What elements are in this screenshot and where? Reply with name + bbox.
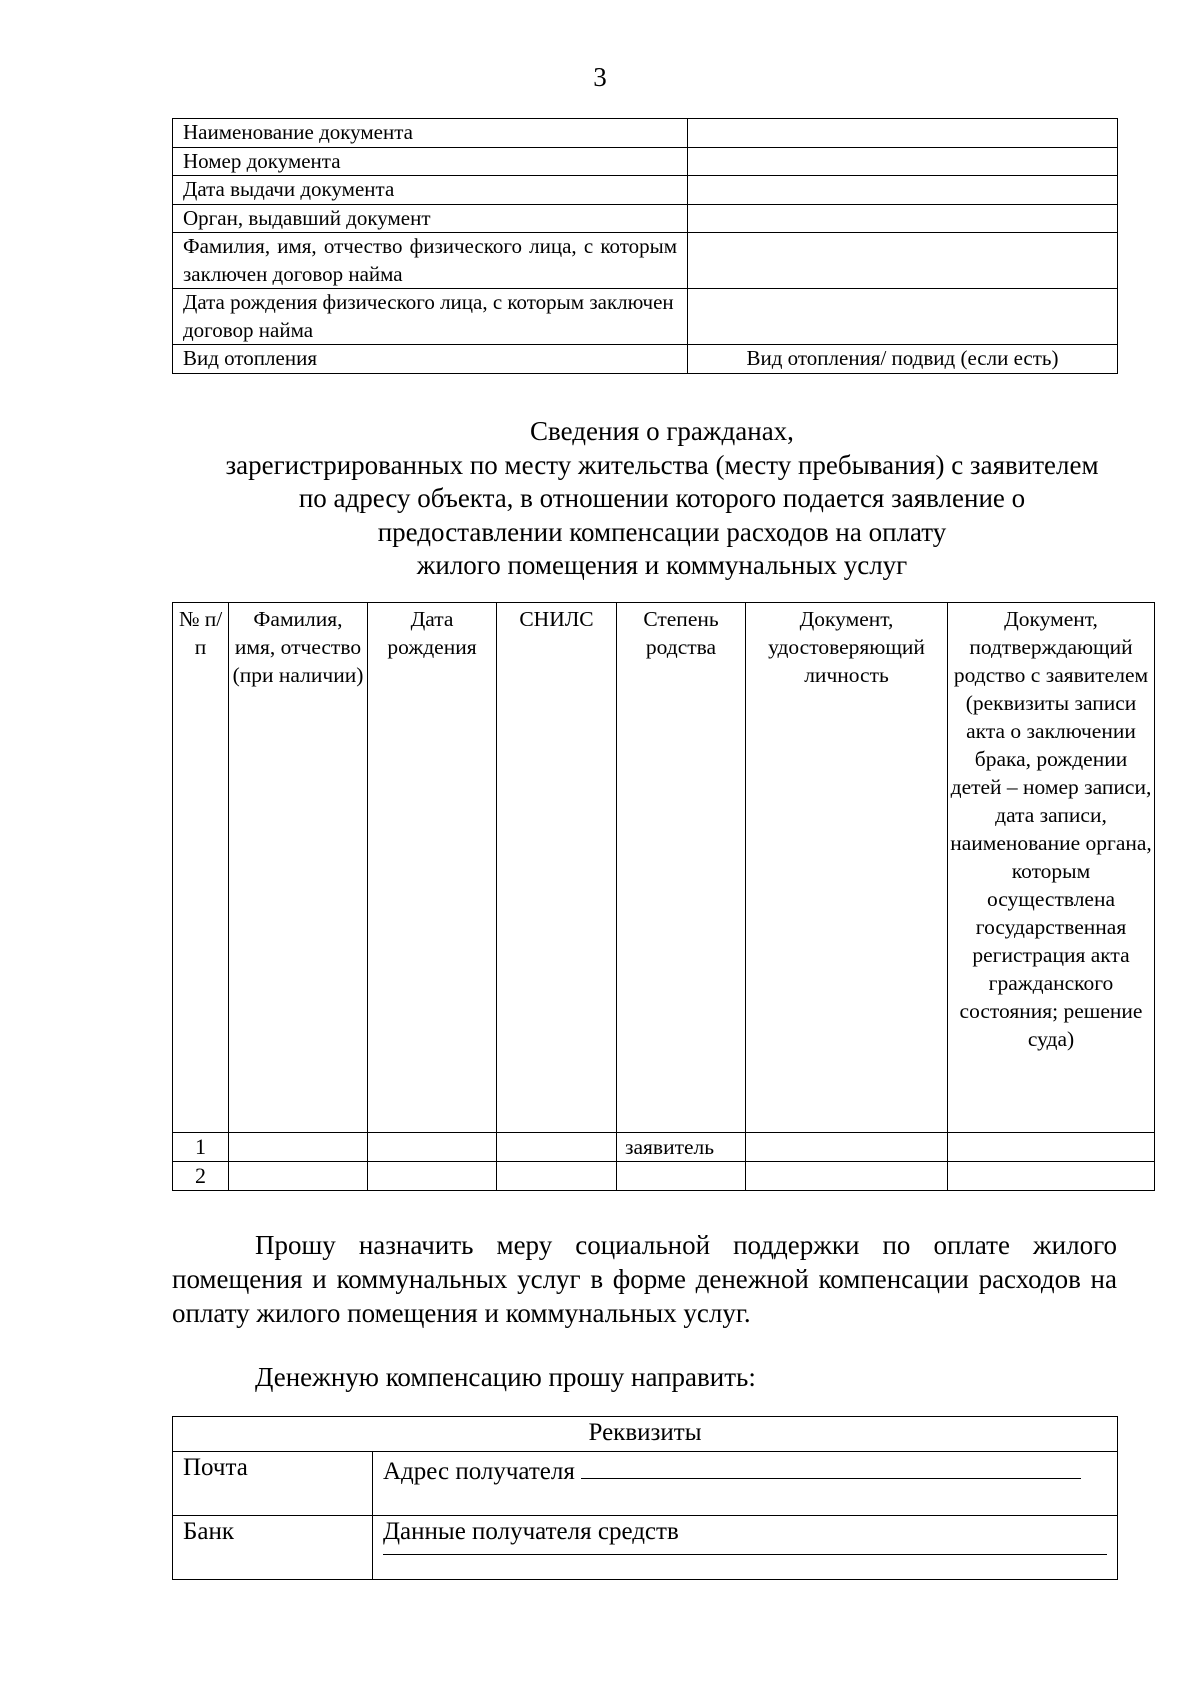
table-header-row	[173, 603, 1155, 1133]
recipient-address-field[interactable]	[581, 1452, 1081, 1479]
citizens-table	[172, 602, 1155, 1191]
tenant-name-field[interactable]	[688, 233, 1118, 289]
table-row	[173, 1133, 1155, 1162]
fio-cell[interactable]	[229, 1133, 368, 1162]
tenant-birth-date-field[interactable]	[688, 289, 1118, 345]
requisites-header: Реквизиты	[173, 1417, 1118, 1452]
snils-cell[interactable]	[497, 1162, 617, 1191]
birth-date-cell[interactable]	[368, 1162, 497, 1191]
column-header-id-document: Документ, удостоверяющий личность	[746, 603, 948, 1133]
row-number: 2	[173, 1162, 229, 1191]
bank-details-cell	[373, 1516, 1118, 1580]
heading-line: Сведения о гражданах,	[530, 416, 794, 446]
row-label: Вид отопления	[173, 345, 688, 374]
table-row	[173, 204, 1118, 233]
birth-date-cell[interactable]	[368, 1133, 497, 1162]
kinship-document-cell[interactable]	[948, 1162, 1155, 1191]
delivery-method-post: Почта	[173, 1452, 373, 1516]
column-header-birth-date: Дата рождения	[368, 603, 497, 1133]
table-row	[173, 176, 1118, 205]
heading-line: предоставлении компенсации расходов на оплату	[377, 516, 947, 547]
row-number: 1	[173, 1133, 229, 1162]
kinship-document-cell[interactable]	[948, 1133, 1155, 1162]
table-row	[173, 1452, 1118, 1516]
row-label: Дата выдачи документа	[173, 176, 688, 205]
row-label: Номер документа	[173, 147, 688, 176]
citizens-section-heading	[172, 415, 1152, 583]
table-row	[173, 289, 1118, 345]
row-label: Наименование документа	[173, 119, 688, 148]
row-label: Орган, выдавший документ	[173, 204, 688, 233]
column-header-relation: Степень родства	[617, 603, 746, 1133]
request-paragraph: Прошу назначить меру социальной поддержки по оплате жилого помещения и коммунальных услуг в форме денежной компенсации расходов на оплату жилого помещения и коммунальных услуг.	[172, 1230, 1117, 1328]
heading-line: по адресу объекта, в отношении которого подается заявление о	[298, 483, 1026, 513]
column-header-number: № п/п	[173, 603, 229, 1133]
table-row	[173, 119, 1118, 148]
snils-cell[interactable]	[497, 1133, 617, 1162]
document-info-table	[172, 118, 1118, 374]
direct-compensation-paragraph: Денежную компенсацию прошу направить:	[255, 1362, 756, 1392]
id-document-cell[interactable]	[746, 1162, 948, 1191]
column-header-fio: Фамилия, имя, отчество (при наличии)	[229, 603, 368, 1133]
fio-cell[interactable]	[229, 1162, 368, 1191]
row-label: Дата рождения физического лица, с которым заключен договор найма	[173, 289, 688, 345]
recipient-funds-label: Данные получателя средств	[383, 1518, 679, 1545]
table-row	[173, 345, 1118, 374]
heating-type-field[interactable]: Вид отопления/ подвид (если есть)	[688, 345, 1118, 374]
id-document-cell[interactable]	[746, 1133, 948, 1162]
relation-cell[interactable]	[617, 1162, 746, 1191]
table-row	[173, 233, 1118, 289]
post-details-cell	[373, 1452, 1118, 1516]
row-label: Фамилия, имя, отчество физического лица, с которым заключен договор найма	[173, 233, 688, 289]
heading-line: жилого помещения и коммунальных услуг	[416, 550, 908, 580]
table-row	[173, 1162, 1155, 1191]
table-row	[173, 1516, 1118, 1580]
column-header-snils: СНИЛС	[497, 603, 617, 1133]
heading-line: зарегистрированных по месту жительства (месту пребывания) с заявителем	[225, 449, 1099, 480]
delivery-method-bank: Банк	[173, 1516, 373, 1580]
table-header-row	[173, 1417, 1118, 1452]
issuing-authority-field[interactable]	[688, 204, 1118, 233]
relation-cell[interactable]: заявитель	[617, 1133, 746, 1162]
document-number-field[interactable]	[688, 147, 1118, 176]
recipient-funds-field[interactable]	[383, 1554, 1107, 1555]
column-header-kinship-document: Документ, подтверждающий родство с заявителем (реквизиты записи акта о заключении брака, рождении детей – номер записи, дата записи, наименование органа, которым осуществлена государственная регистрация акта гражданского состояния; решение суда)	[948, 603, 1155, 1133]
requisites-table	[172, 1416, 1118, 1580]
document-name-field[interactable]	[688, 119, 1118, 148]
table-row	[173, 147, 1118, 176]
page-number: 3	[593, 62, 607, 92]
issue-date-field[interactable]	[688, 176, 1118, 205]
recipient-address-label: Адрес получателя	[383, 1458, 575, 1485]
